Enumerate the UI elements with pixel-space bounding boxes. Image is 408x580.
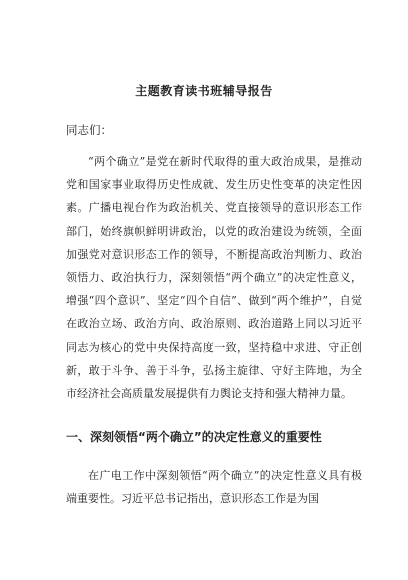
salutation: 同志们： [66,123,112,137]
section-heading: 一、深刻领悟“两个确立”的决定性意义的重要性 [66,430,322,444]
document-title: 主题教育读书班辅导报告 [135,84,273,98]
body-paragraph: “两个确立”是党在新时代取得的重大政治成果，是推动党和国家事业取得历史性成就、发生历史性变革的决定性因素。广播电视台作为政治机关、党直接领导的意识形态工作部门，始终旗帜鲜明讲政治，以党的政治建设为统领，全面加强党对意识形态工作的领导，不断提高政治判断力、政治领悟力、政治执行力，深刻领悟“两个确立”的决定性意义，增强“四个意识”、坚定“四个自信”、做到“两个维护”，自觉在政治立场、政治方向、政治原则、政治道路上同以习近平同志为核心的党中央保持高度一致，坚持稳中求进、守正创新，敢于斗争、善于斗争，弘扬主旋律、守好主阵地，为全市经济社会高质量发展提供有力舆论支持和强大精神力量。 [66,155,362,401]
body-paragraph: 在广电工作中深刻领悟“两个确立”的决定性意义具有极端重要性。习近平总书记指出，意识形态工作是为国 [66,469,362,506]
